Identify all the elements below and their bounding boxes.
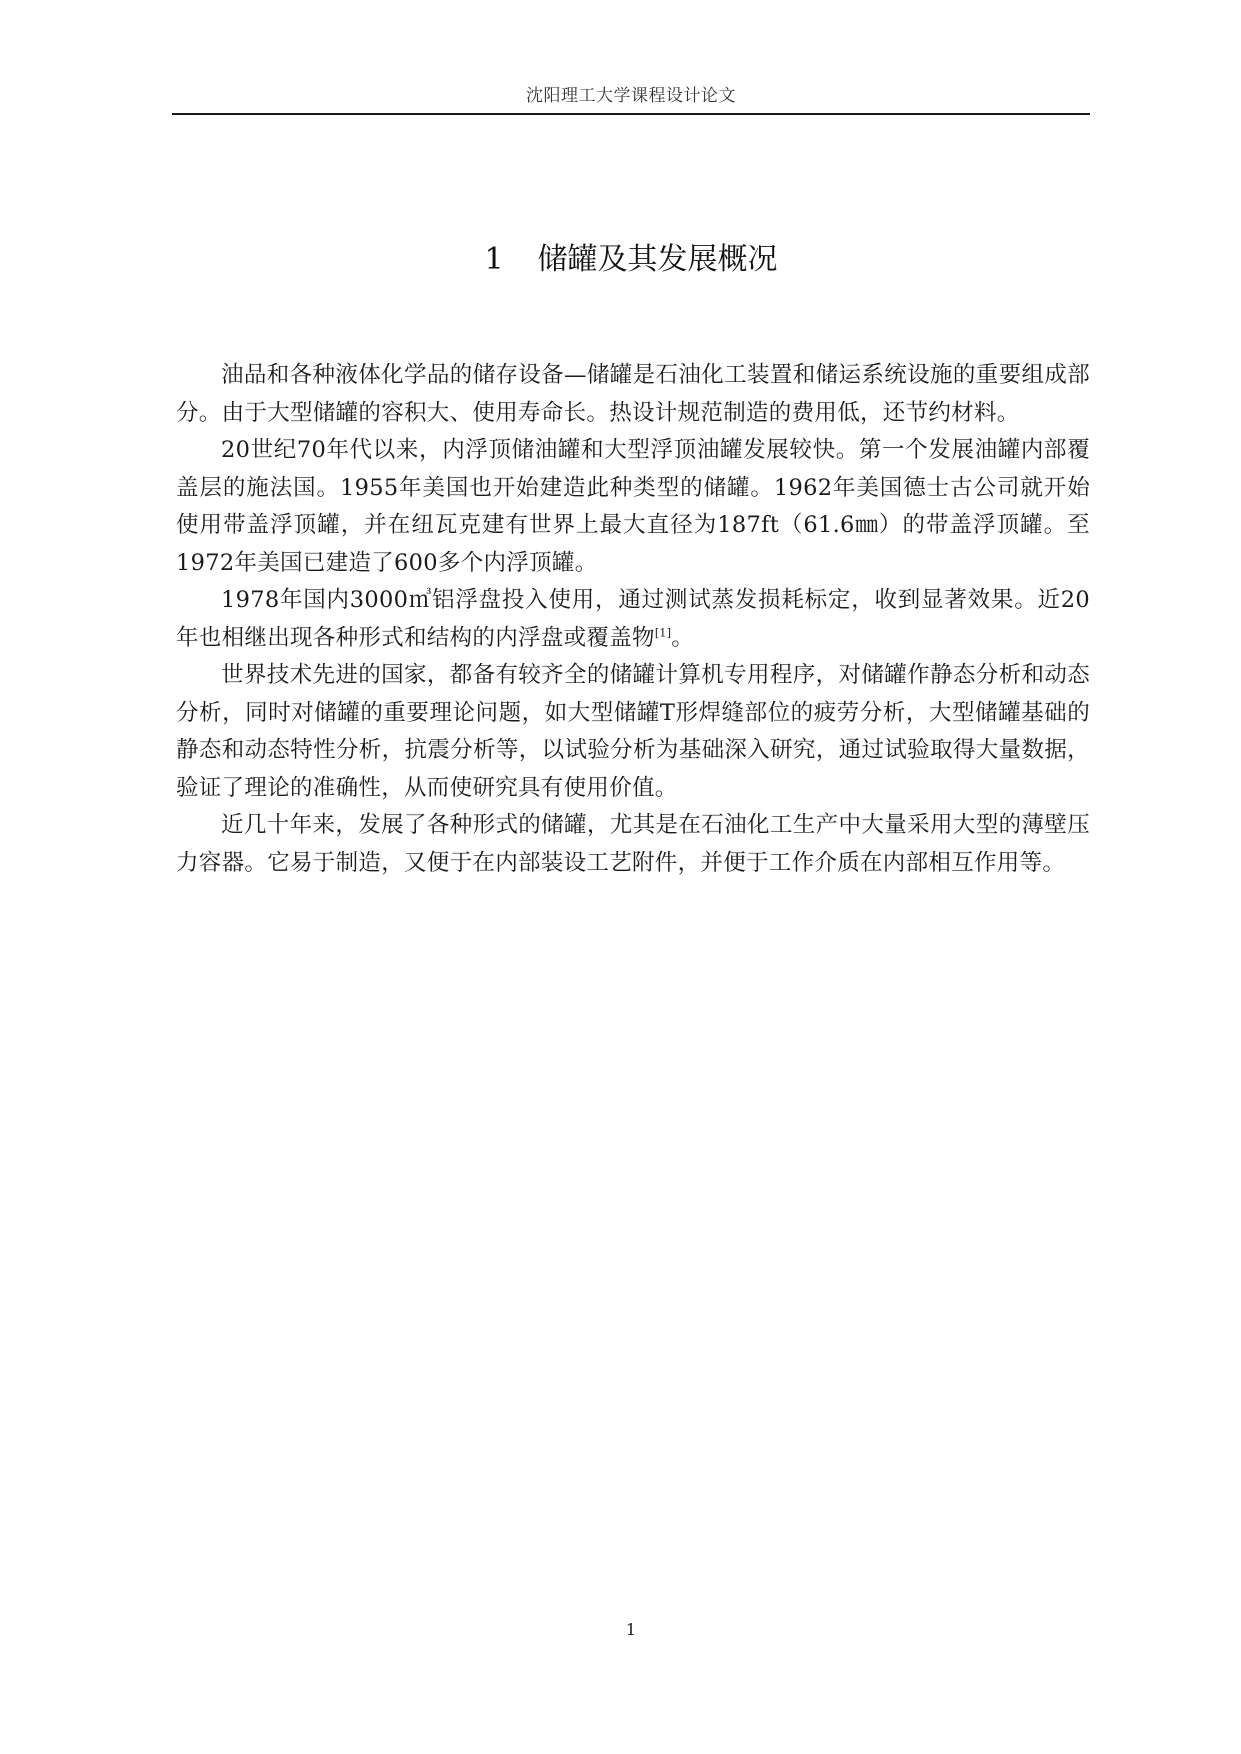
paragraph-3-text: 1978年国内3000㎥铝浮盘投入使用，通过测试蒸发损耗标定，收到显著效果。近20年也相继出现各种形式和结构的内浮盘或覆盖物	[176, 587, 1090, 651]
paragraph-3	[176, 582, 1090, 657]
paragraph-3-end: 。	[671, 624, 695, 651]
body-text	[176, 357, 1090, 882]
paragraph-5: 近几十年来，发展了各种形式的储罐，尤其是在石油化工生产中大量采用大型的薄壁压力容器。它易于制造，又便于在内部装设工艺附件，并便于工作介质在内部相互作用等。	[176, 812, 1090, 876]
chapter-title	[172, 240, 1090, 280]
paragraph-1: 油品和各种液体化学品的储存设备—储罐是石油化工装置和储运系统设施的重要组成部分。由于大型储罐的容积大、使用寿命长。热设计规范制造的费用低，还节约材料。	[176, 362, 1090, 426]
paragraph-4: 世界技术先进的国家，都备有较齐全的储罐计算机专用程序，对储罐作静态分析和动态分析，同时对储罐的重要理论问题，如大型储罐T形焊缝部位的疲劳分析，大型储罐基础的静态和动态特性分析，抗震分析等，以试验分析为基础深入研究，通过试验取得大量数据，验证了理论的准确性，从而使研究具有使用价值。	[176, 662, 1090, 801]
running-header: 沈阳理工大学课程设计论文	[526, 86, 736, 106]
paragraph-2: 20世纪70年代以来，内浮顶储油罐和大型浮顶油罐发展较快。第一个发展油罐内部覆盖层的施法国。1955年美国也开始建造此种类型的储罐。1962年美国德士古公司就开始使用带盖浮顶罐，并在纽瓦克建有世界上最大直径为187ft（61.6㎜）的带盖浮顶罐。至1972年美国已建造了600多个内浮顶罐。	[176, 437, 1090, 576]
header-rule	[172, 113, 1090, 115]
citation-marker: [1]	[654, 626, 672, 639]
chapter-number: 1	[484, 242, 504, 277]
chapter-title-text: 储罐及其发展概况	[537, 242, 778, 277]
page-number: 1	[625, 1620, 637, 1639]
